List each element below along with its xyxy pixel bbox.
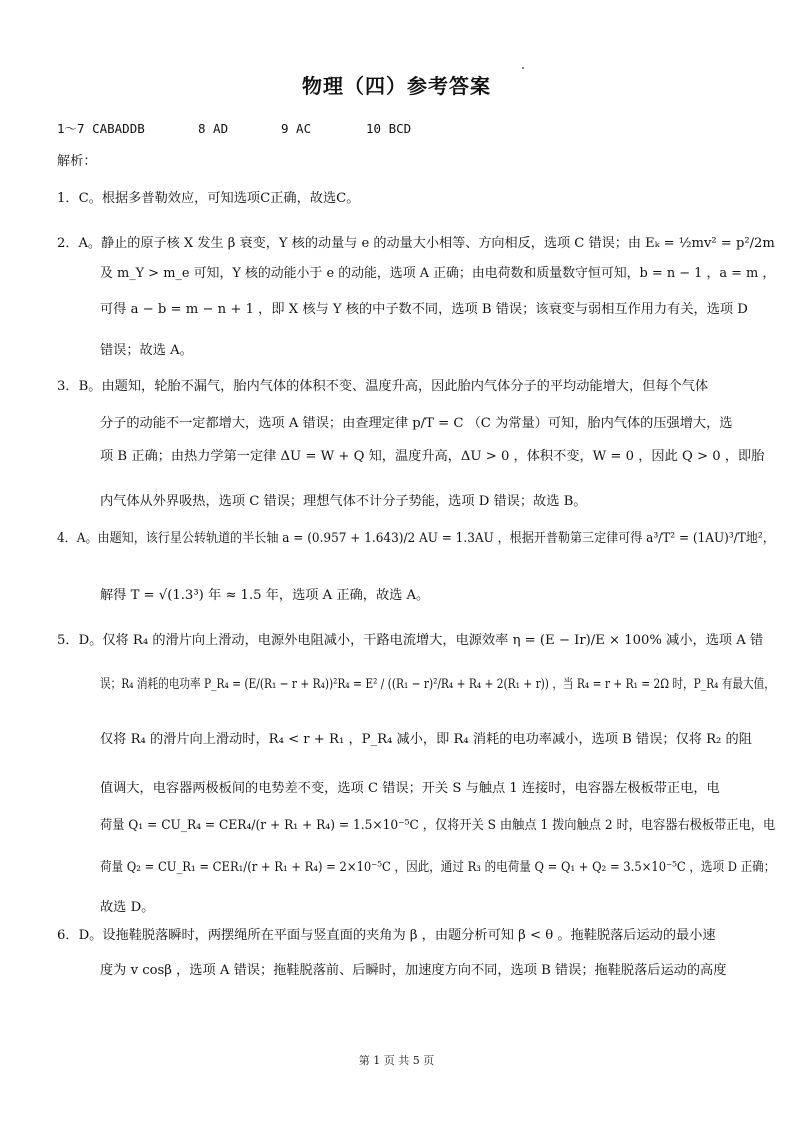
q2-line-2: 及 m_Y > m_e 可知，Y 核的动能小于 e 的动能，选项 A 正确；由电荷数和质量数守恒可知，b = n − 1 ，a = m ， bbox=[100, 266, 776, 281]
q4-line-2: 解得 T = √(1.3³) 年 ≈ 1.5 年，选项 A 正确，故选 A。 bbox=[100, 588, 430, 603]
answer-9: 9 AC bbox=[281, 121, 312, 136]
q5-line-4: 值调大，电容器两极板间的电势差不变，选项 C 错误；开关 S 与触点 1 连接时，电容器左极板带正电，电 bbox=[100, 781, 720, 796]
q2-line-3: 可得 a − b = m − n + 1 ，即 X 核与 Y 核的中子数不同，选项 B 错误；该衰变与弱相互作用力有关，选项 D bbox=[100, 302, 748, 317]
q3-line-1: 3．B。由题知，轮胎不漏气，胎内气体的体积不变、温度升高，因此胎内气体分子的平均动能增大，但每个气体 bbox=[57, 379, 709, 394]
q3-line-2: 分子的动能不一定都增大，选项 A 错误；由查理定律 p/T = C （C 为常量）可知，胎内气体的压强增大，选 bbox=[100, 416, 733, 431]
q6-line-2: 度为 v cosβ ，选项 A 错误；拖鞋脱落前、后瞬时，加速度方向不同，选项 B 错误；拖鞋脱落后运动的高度 bbox=[100, 963, 727, 978]
q4-line-1: 4．A。由题知，该行星公转轨道的半长轴 a = (0.957 + 1.643)/2 AU = 1.3AU ，根据开普勒第三定律可得 a³/T² = (1AU)³/T地²， bbox=[57, 531, 775, 546]
q5-line-1: 5．D。仅将 R₄ 的滑片向上滑动，电源外电阻减小，干路电流增大，电源效率 η = (E − Ir)/E × 100% 减小，选项 A 错 bbox=[57, 633, 764, 648]
answer-8: 8 AD bbox=[198, 121, 229, 136]
answer-group-1-7: 1～7 CABADDB bbox=[57, 121, 145, 136]
q5-line-5: 荷量 Q₁ = CU_R₄ = CER₄/(r + R₁ + R₄) = 1.5×10⁻⁵C ，仅将开关 S 由触点 1 拨向触点 2 时，电容器右极板带正电，电 bbox=[100, 818, 776, 833]
answer-10: 10 BCD bbox=[366, 121, 412, 136]
q2-line-1: 2．A。静止的原子核 X 发生 β 衰变，Y 核的动量与 e 的动量大小相等、方向相反，选项 C 错误；由 Eₖ = ½mv² = p²/2m bbox=[57, 236, 775, 251]
q5-line-6: 荷量 Q₂ = CU_R₁ = CER₁/(r + R₁ + R₄) = 2×10⁻⁵C ，因此，通过 R₃ 的电荷量 Q = Q₁ + Q₂ = 3.5×10⁻⁵C ，选项 D 正确； bbox=[100, 860, 776, 875]
page-title: 物理（四）参考答案 bbox=[302, 74, 491, 98]
q6-line-1: 6．D。设拖鞋脱落瞬时，两摆绳所在平面与竖直面的夹角为 β ，由题分析可知 β < θ 。拖鞋脱落后运动的最小速 bbox=[57, 928, 716, 943]
analysis-label: 解析： bbox=[57, 154, 97, 169]
q1-line: 1．C。根据多普勒效应，可知选项C正确，故选C。 bbox=[57, 191, 360, 206]
q2-line-4: 错误；故选 A。 bbox=[100, 343, 193, 358]
stray-dot bbox=[522, 67, 524, 69]
q3-line-4: 内气体从外界吸热，选项 C 错误；理想气体不计分子势能，选项 D 错误；故选 B。 bbox=[100, 494, 587, 509]
page-footer: 第 1 页 共 5 页 bbox=[358, 1054, 435, 1067]
q5-line-7: 故选 D。 bbox=[100, 900, 155, 915]
q5-line-2: 误；R₄ 消耗的电功率 P_R₄ = (E/(R₁ − r + R₄))²R₄ = E² / ((R₁ − r)²/R₄ + R₄ + 2(R₁ + r)) ，当 R₄ = r + R₁ = 2Ω 时，P_R₄ 有最大值， bbox=[100, 677, 775, 692]
q5-line-3: 仅将 R₄ 的滑片向上滑动时，R₄ < r + R₁ ，P_R₄ 减小，即 R₄ 消耗的电功率减小，选项 B 错误；仅将 R₂ 的阻 bbox=[100, 732, 752, 747]
q3-line-3: 项 B 正确；由热力学第一定律 ΔU = W + Q 知，温度升高，ΔU > 0 ，体积不变，W = 0 ，因此 Q > 0 ，即胎 bbox=[100, 449, 765, 464]
